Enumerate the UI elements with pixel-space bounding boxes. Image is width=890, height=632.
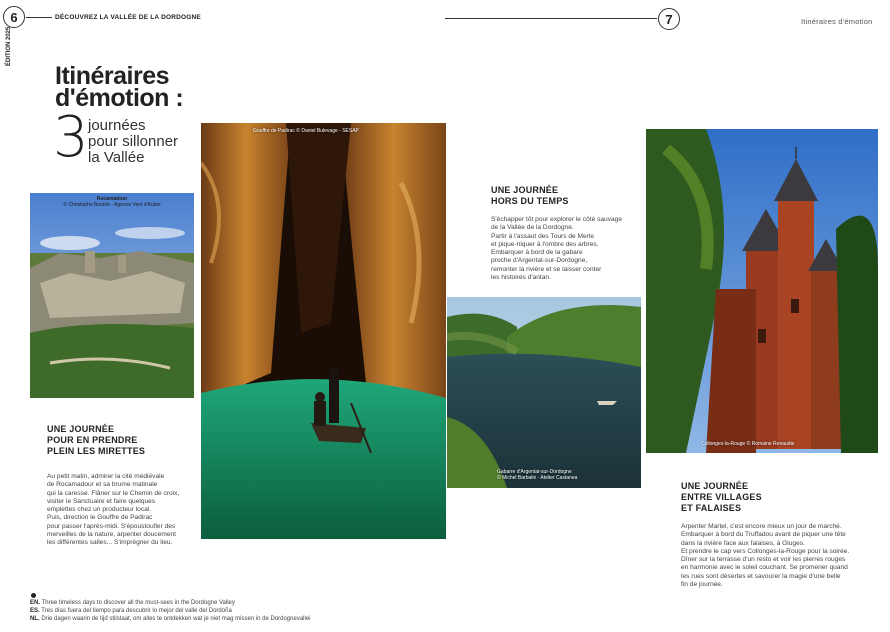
footer-nl: NL. Drie dagen waarin de tijd stilstaat, om alles te ontdekken wat je niet mag missen in de Dordognevallei [30, 616, 311, 622]
day3-title: UNE JOURNÉE ENTRE VILLAGES ET FALAISES [681, 481, 762, 513]
day1-text: Au petit matin, admirer la cité médiévale de Rocamadour et sa brume matinale qui la caresse. Flâner sur le Chemin de croix, visiter le Sanctuaire et faire quelques emplettes chez un producteur local. Puis, direction le Gouffre de Padirac pour passer l'après-midi. S'époustoufler des merveilles de la nature, arpenter doucement les différentes salles... S'imprégner du lieu. [47, 473, 180, 547]
running-title-right: Itinéraires d'émotion [801, 17, 873, 26]
collonges-caption: Collonges-la-Rouge © Romaine Renaudie [701, 441, 795, 447]
edition-label: ÉDITION 2025 [6, 26, 12, 66]
footer-es: ES. Tres días fuera del tiempo para descubrir lo mejor del valle del Dordoña [30, 608, 232, 614]
day3-text: Arpenter Martel, c'est encore mieux un jour de marché. Embarquer à bord du Truffadou avant de piquer une tête dans la rivière face aux falaises, à Gluges. Et prendre le cap vers Collonges-la-Rouge pour la soirée. Dîner sur la terrasse d'un resto et voir les pierres rouges en harmonie avec le soleil couchant. Se promener quand les rues sont désertes et savourer la magie d'une belle fin de journée. [681, 523, 850, 589]
footer-bullet-icon [31, 593, 36, 598]
page-number-right: 7 [658, 8, 680, 30]
page-title: Itinéraires d'émotion : [55, 62, 184, 112]
page-number-left: 6 [3, 6, 25, 28]
argentat-caption: Gabarre d'Argentat-sur-Dordogne © Michel Barbalin - Atelier Castanea [497, 469, 578, 481]
big-number-three: 3 [53, 105, 89, 170]
running-title-left: DÉCOUVREZ LA VALLÉE DE LA DORDOGNE [55, 14, 201, 21]
collonges-photo [646, 129, 878, 453]
gouffre-caption: Gouffre de Padirac © Daniel Bulevage - SESAP [253, 128, 359, 134]
page-subtitle: journées pour sillonner la Vallée [88, 117, 179, 166]
header-rule-right [445, 18, 657, 19]
header-rule [26, 17, 52, 18]
footer-en: EN. Three timeless days to discover all the must-sees in the Dordogne Valley [30, 600, 235, 606]
day1-title: UNE JOURNÉE POUR EN PRENDRE PLEIN LES MIRETTES [47, 424, 146, 456]
rocamadour-photo [30, 193, 194, 398]
day2-text: S'échapper tôt pour explorer le côté sauvage de la Vallée de la Dordogne. Partir à l'assaut des Tours de Merle et pique-niquer à l'ombre des arbres. Embarquer à bord de la gabare proche d'Argentat-sur-Dordogne, remonter la rivière et se laisser conter les histoires d'antan. [491, 216, 623, 282]
argentat-river-photo [447, 297, 641, 488]
day2-title: UNE JOURNÉE HORS DU TEMPS [491, 185, 569, 206]
gouffre-padirac-photo [201, 123, 446, 539]
rocamadour-caption: Rocamadour © Christophe Boutrié - Agence Vent d'Autan [63, 196, 161, 208]
